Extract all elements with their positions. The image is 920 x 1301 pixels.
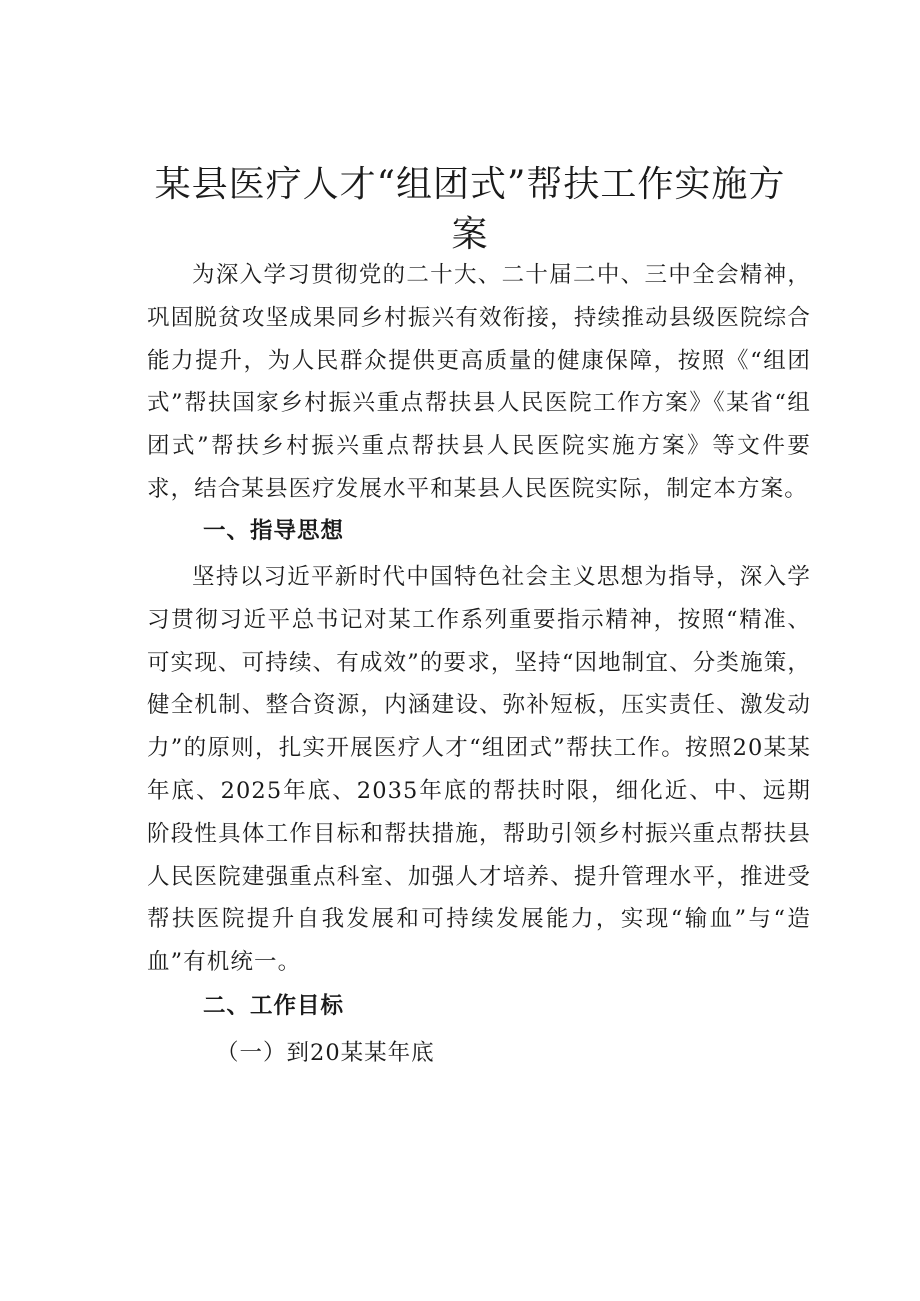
section-heading-work-goals: 二、工作目标 — [203, 993, 345, 1019]
work-goals-subheading: （一）到20某某年底 — [216, 1040, 435, 1066]
intro-paragraph: 为深入学习贯彻党的二十大、二十届二中、三中全会精神，巩固脱贫攻坚成果同乡村振兴有效衔接，持续推动县级医院综合能力提升，为人民群众提供更高质量的健康保障，按照《“组团式”帮扶国家乡村振兴重点帮扶县人民医院工作方案》《某省“组团式”帮扶乡村振兴重点帮扶县人民医院实施方案》等文件要求，结合某县医疗发展水平和某县人民医院实际，制定本方案。 — [147, 262, 811, 502]
guiding-ideology-paragraph: 坚持以习近平新时代中国特色社会主义思想为指导，深入学习贯彻习近平总书记对某工作系列重要指示精神，按照“精准、可实现、可持续、有成效”的要求，坚持“因地制宜、分类施策，健全机制、整合资源，内涵建设、弥补短板，压实责任、激发动力”的原则，扎实开展医疗人才“组团式”帮扶工作。按照20某某年底、2025年底、2035年底的帮扶时限，细化近、中、远期阶段性具体工作目标和帮扶措施，帮助引领乡村振兴重点帮扶县人民医院建强重点科室、加强人才培养、提升管理水平，推进受帮扶医院提升自我发展和可持续发展能力，实现“输血”与“造血”有机统一。 — [147, 564, 811, 976]
document-title: 某县医疗人才“组团式”帮扶工作实施方案 — [154, 164, 786, 255]
section-heading-guiding-ideology: 一、指导思想 — [203, 518, 345, 544]
